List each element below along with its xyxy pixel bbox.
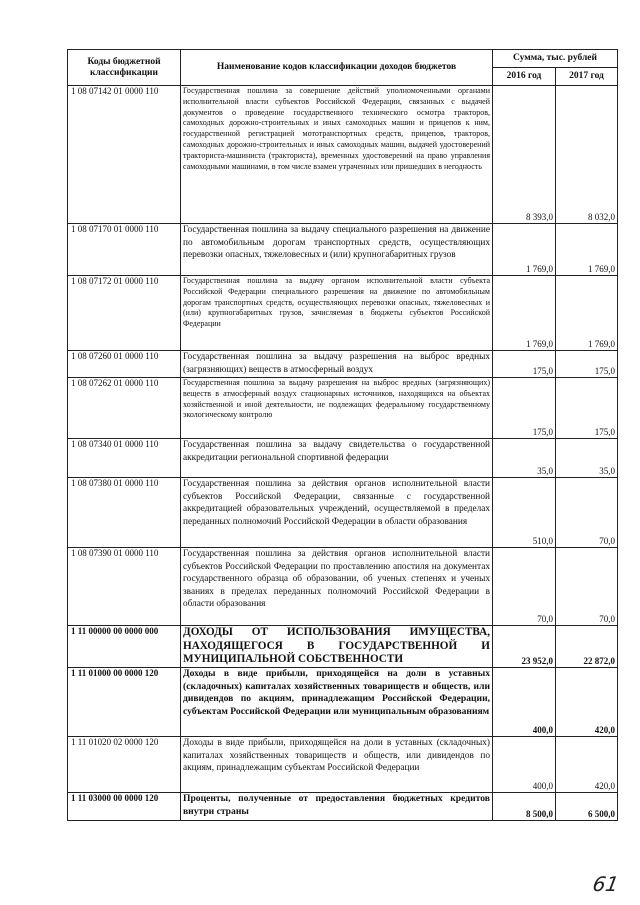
table-row xyxy=(68,224,618,276)
row-code: 1 08 07260 01 0000 110 xyxy=(68,351,181,378)
row-name: Государственная пошлина за действия органов исполнительной власти субъектов Российской Федерации, связанные с государственной аккредитацией образовательных учреждений, осуществляемой в пределах переданных полномочий Российской Федерации в области образования xyxy=(181,478,493,548)
row-amount-2016: 1 769,0 xyxy=(493,224,556,276)
row-name: Государственная пошлина за выдачу свидетельства о государственной аккредитации региональной спортивной федерации xyxy=(181,439,493,478)
table-row xyxy=(68,737,618,793)
row-amount-2016: 175,0 xyxy=(493,351,556,378)
table-row xyxy=(68,478,618,548)
row-name: Государственная пошлина за выдачу разрешения на выброс вредных (загрязняющих) веществ в атмосферный воздух стационарных источников, находящихся на объектах хозяйственной и иной деятельности, не подлежащих федеральному государственному экологическому контролю xyxy=(181,378,493,439)
row-code: 1 08 07170 01 0000 110 xyxy=(68,224,181,276)
row-amount-2017: 70,0 xyxy=(556,478,618,548)
row-amount-2016: 23 952,0 xyxy=(493,626,556,668)
row-code: 1 08 07142 01 0000 110 xyxy=(68,86,181,224)
row-name: Доходы в виде прибыли, приходящейся на доли в уставных (складочных) капиталах хозяйственных товариществ и обществ, или дивидендов по акциям, принадлежащим субъектам Российской Федерации xyxy=(181,737,493,793)
row-amount-2017: 420,0 xyxy=(556,737,618,793)
header-name: Наименование кодов классификации доходов бюджетов xyxy=(181,50,493,86)
table-row xyxy=(68,793,618,821)
row-name: Доходы в виде прибыли, приходящейся на доли в уставных (складочных) капиталах хозяйственных товариществ и обществ, или дивидендов по акциям, принадлежащим Российской Федерации, субъектам Российской Федерации или муниципальным образованиям xyxy=(181,668,493,737)
row-amount-2016: 400,0 xyxy=(493,668,556,737)
row-amount-2016: 175,0 xyxy=(493,378,556,439)
revenue-table xyxy=(67,49,618,821)
row-code: 1 08 07390 01 0000 110 xyxy=(68,548,181,626)
row-name: Государственная пошлина за выдачу органом исполнительной власти субъекта Российской Федерации специального разрешения на движение по автомобильным дорогам транспортных средств, осуществляющих перевозки опасных, тяжеловесных и (или) крупногабаритных грузов, зачисляемая в бюджеты субъектов Российской Федерации xyxy=(181,276,493,351)
row-amount-2016: 70,0 xyxy=(493,548,556,626)
table-row xyxy=(68,276,618,351)
header-codes: Коды бюджетной классификации xyxy=(68,50,181,86)
row-name: Проценты, полученные от предоставления бюджетных кредитов внутри страны xyxy=(181,793,493,821)
row-amount-2017: 8 032,0 xyxy=(556,86,618,224)
row-code: 1 11 01020 02 0000 120 xyxy=(68,737,181,793)
table-row xyxy=(68,351,618,378)
header-year-2016: 2016 год xyxy=(493,68,556,86)
row-name: Государственная пошлина за выдачу специального разрешения на движение по автомобильным дорогам транспортных средств, осуществляющих перевозки опасных, тяжеловесных и (или) крупногабаритных грузов xyxy=(181,224,493,276)
row-name: ДОХОДЫ ОТ ИСПОЛЬЗОВАНИЯ ИМУЩЕСТВА, НАХОДЯЩЕГОСЯ В ГОСУДАРСТВЕННОЙ И МУНИЦИПАЛЬНОЙ СОБСТВЕННОСТИ xyxy=(181,626,493,668)
row-amount-2016: 8 500,0 xyxy=(493,793,556,821)
row-code: 1 08 07172 01 0000 110 xyxy=(68,276,181,351)
table-row xyxy=(68,668,618,737)
row-amount-2016: 8 393,0 xyxy=(493,86,556,224)
row-amount-2017: 420,0 xyxy=(556,668,618,737)
row-amount-2016: 400,0 xyxy=(493,737,556,793)
row-amount-2017: 1 769,0 xyxy=(556,224,618,276)
row-amount-2016: 510,0 xyxy=(493,478,556,548)
row-code: 1 11 03000 00 0000 120 xyxy=(68,793,181,821)
table-row xyxy=(68,548,618,626)
row-amount-2017: 6 500,0 xyxy=(556,793,618,821)
row-amount-2017: 1 769,0 xyxy=(556,276,618,351)
row-amount-2017: 22 872,0 xyxy=(556,626,618,668)
row-code: 1 08 07340 01 0000 110 xyxy=(68,439,181,478)
row-amount-2016: 1 769,0 xyxy=(493,276,556,351)
row-amount-2017: 175,0 xyxy=(556,351,618,378)
table-row xyxy=(68,626,618,668)
row-amount-2017: 175,0 xyxy=(556,378,618,439)
row-amount-2017: 70,0 xyxy=(556,548,618,626)
row-name: Государственная пошлина за действия органов исполнительной власти субъектов Российской Федерации по проставлению апостиля на документах государственного образца об образовании, об ученых степенях и ученых званиях в пределах переданных полномочий Российской Федерации в области образования xyxy=(181,548,493,626)
table-row xyxy=(68,378,618,439)
row-amount-2017: 35,0 xyxy=(556,439,618,478)
table-row xyxy=(68,86,618,224)
header-sum: Сумма, тыс. рублей xyxy=(493,50,618,68)
table-row xyxy=(68,439,618,478)
header-year-2017: 2017 год xyxy=(556,68,618,86)
row-code: 1 08 07262 01 0000 110 xyxy=(68,378,181,439)
row-code: 1 11 01000 00 0000 120 xyxy=(68,668,181,737)
row-name: Государственная пошлина за совершение действий уполномоченными органами исполнительной власти субъектов Российской Федерации, связанных с выдачей документов о проведение государственного технического осмотра тракторов, самоходных дорожно-строительных и иных самоходных машин и прицепов к ним, государственной регистрацией мототранспортных средств, прицепов, тракторов, самоходных дорожно-строительных и иных самоходных машин, выдачей удостоверений тракториста-машиниста (тракториста), временных удостоверений на право управления самоходными машинами, в том числе взамен утраченных или пришедших в негодность xyxy=(181,86,493,224)
row-code: 1 11 00000 00 0000 000 xyxy=(68,626,181,668)
row-code: 1 08 07380 01 0000 110 xyxy=(68,478,181,548)
row-name: Государственная пошлина за выдачу разрешения на выброс вредных (загрязняющих) веществ в атмосферный воздух xyxy=(181,351,493,378)
page-number: 61 xyxy=(590,872,621,896)
row-amount-2016: 35,0 xyxy=(493,439,556,478)
